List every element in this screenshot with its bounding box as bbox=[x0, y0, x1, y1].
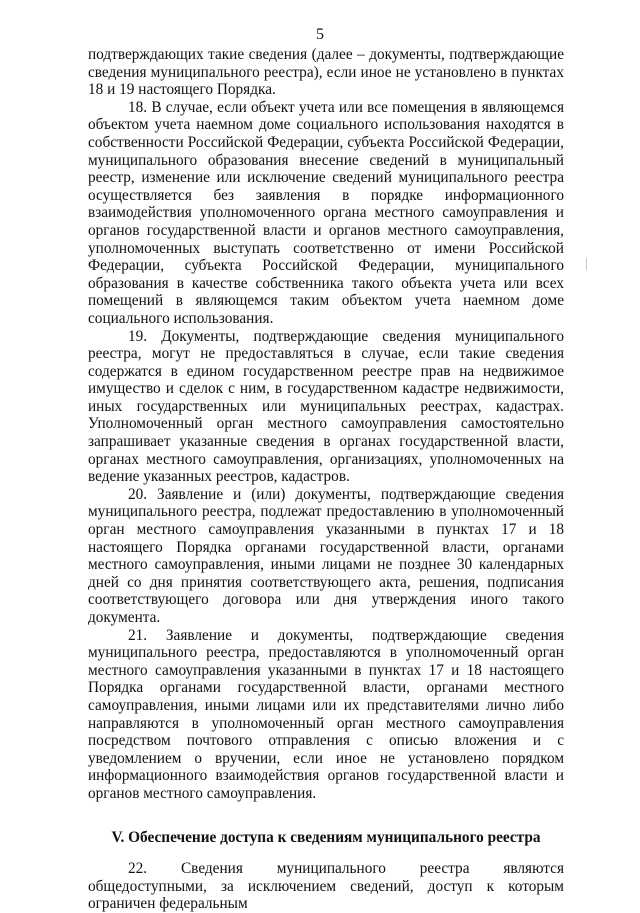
paragraph-22: 22. Сведения муниципального реестра являются общедоступными, за исключением сведений, доступ к которым ограничен федеральным bbox=[88, 860, 564, 913]
paragraph-continuation: подтверждающих такие сведения (далее – документы, подтверждающие сведения муниципального реестра), если иное не установлено в пунктах 18 и 19 настоящего Порядка. bbox=[88, 46, 564, 99]
section-heading: V. Обеспечение доступа к сведениям муниципального реестра bbox=[111, 828, 541, 846]
document-body bbox=[88, 46, 564, 913]
paragraph-20: 20. Заявление и (или) документы, подтверждающие сведения муниципального реестра, подлежат предоставлению в уполномоченный орган местного самоуправления указанными в пунктах 17 и 18 настоящего Порядка органами государственной власти, органами местного самоуправления, иными лицами не позднее 30 календарных дней со дня принятия соответствующего акта, решения, подписания соответствующего договора или дня утверждения иного такого документа. bbox=[88, 485, 564, 626]
page-number: 5 bbox=[316, 26, 324, 43]
paragraph-21: 21. Заявление и документы, подтверждающие сведения муниципального реестра, предоставляются в уполномоченный орган местного самоуправления указанными в пунктах 17 и 18 настоящего Порядка органами государственной власти, органами местного самоуправления, иными лицами или их представителями лично либо направляются в уполномоченный орган местного самоуправления посредством почтового отправления с описью вложения и с уведомлением о вручении, если иное не установлено порядком информационного взаимодействия органов государственной власти и органов местного самоуправления. bbox=[88, 626, 564, 802]
paragraph-18: 18. В случае, если объект учета или все помещения в являющемся объектом учета наемном доме социального использования находятся в собственности Российской Федерации, субъекта Российской Федерации, муниципального образования внесение сведений в муниципальный реестр, изменение или исключение сведений муниципального реестра осуществляется без заявления в порядке информационного взаимодействия уполномоченного органа местного самоуправления и органов государственной власти и органов местного самоуправления, уполномоченных выступать соответственно от имени Российской Федерации, субъекта Российской Федерации, муниципального образования в качестве собственника такого объекта учета или всех помещений в являющемся таким объектом учета наемном доме социального использования. bbox=[88, 98, 564, 327]
paragraph-19: 19. Документы, подтверждающие сведения муниципального реестра, могут не предоставляться в случае, если такие сведения содержатся в едином государственном реестре прав на недвижимое имущество и сделок с ним, в государственном кадастре недвижимости, иных государственных или муниципальных реестрах, кадастрах. Уполномоченный орган местного самоуправления самостоятельно запрашивает указанные сведения в органах государственной власти, органах местного самоуправления, организациях, уполномоченных на ведение указанных реестров, кадастров. bbox=[88, 327, 564, 486]
scan-edge-mark bbox=[586, 258, 593, 270]
